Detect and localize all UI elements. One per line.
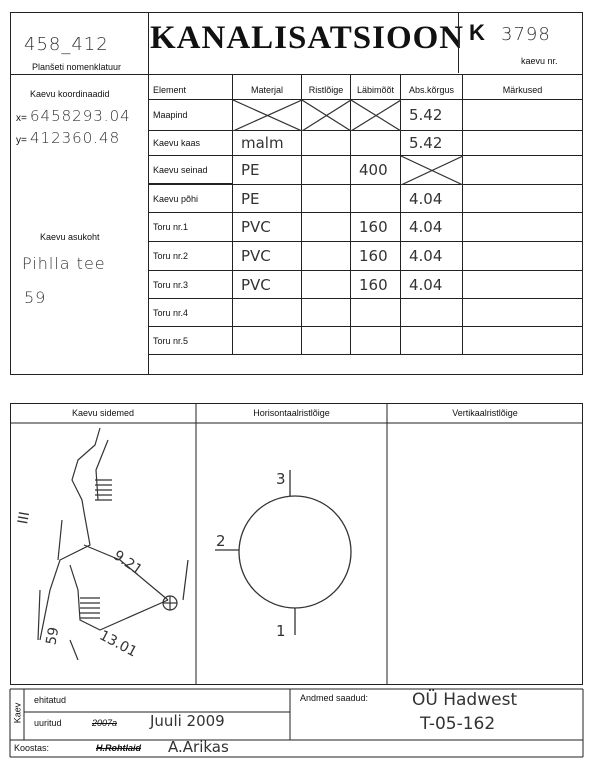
row-element-label: Toru nr.5 xyxy=(153,335,189,346)
ties-house-1: III xyxy=(15,510,34,526)
row-element-label: Toru nr.4 xyxy=(153,307,189,318)
horizontal-section xyxy=(215,470,351,635)
x-label: x= xyxy=(16,113,27,124)
row-value: PVC xyxy=(241,275,271,294)
row-element-label: Kaevu seinad xyxy=(153,164,208,175)
row-value: 4.04 xyxy=(409,247,443,265)
pipe-label-1: 1 xyxy=(276,622,286,640)
compiled-label: Koostas: xyxy=(14,743,50,753)
compiled-struck: H.Rohtlaid xyxy=(96,743,141,753)
compiled-signature: A.Arikas xyxy=(168,738,229,756)
surveyed-date: Juuli 2009 xyxy=(150,712,225,730)
sheet-number: 458_412 xyxy=(24,34,109,55)
ties-title: Kaevu sidemed xyxy=(71,408,135,418)
row-value: 400 xyxy=(359,161,388,179)
location-number: 59 xyxy=(24,288,47,307)
location-street: Pihlla tee xyxy=(22,254,106,273)
row-element-label: Kaevu põhi xyxy=(153,193,199,204)
table-header-label: Läbimõõt xyxy=(356,85,395,95)
row-value: 160 xyxy=(359,275,388,294)
row-value: PE xyxy=(241,189,260,208)
row-element-label: Toru nr.1 xyxy=(153,222,189,232)
surveyed-label: uuritud xyxy=(34,718,62,728)
ties-distance-2: 13.01 xyxy=(96,627,140,661)
vertical-title: Vertikaalristlõige xyxy=(452,408,518,418)
row-value: PE xyxy=(241,161,260,179)
row-value: 5.42 xyxy=(409,106,443,124)
coords-label: Kaevu koordinaadid xyxy=(30,89,110,99)
row-element-label: Maapind xyxy=(153,110,188,120)
ties-distance-1: 9.21 xyxy=(110,547,145,579)
row-value: 5.42 xyxy=(409,134,443,152)
row-value: 4.04 xyxy=(409,275,443,294)
row-element-label: Toru nr.2 xyxy=(153,251,189,261)
row-value: 160 xyxy=(359,218,388,236)
footer-side-label: Kaev xyxy=(12,702,23,724)
row-value: 4.04 xyxy=(409,189,443,208)
built-label: ehitatud xyxy=(34,695,67,705)
well-number: 3798 xyxy=(501,24,551,45)
y-coordinate: 412360.48 xyxy=(30,129,121,147)
row-element-label: Kaevu kaas xyxy=(153,138,201,148)
surveyed-struck: 2007a xyxy=(92,718,118,728)
row-value: PVC xyxy=(241,247,271,265)
well-symbol xyxy=(163,596,177,610)
row-value: 160 xyxy=(359,247,388,265)
row-value: PVC xyxy=(241,218,271,236)
ties-sketch xyxy=(38,428,188,660)
data-source-company: OÜ Hadwest xyxy=(412,690,518,710)
data-source-label: Andmed saadud: xyxy=(300,693,369,703)
y-label: y= xyxy=(16,135,27,146)
row-element-label: Toru nr.3 xyxy=(153,279,189,290)
ties-house-2: 59 xyxy=(43,625,63,647)
location-label: Kaevu asukoht xyxy=(40,232,100,242)
well-label: kaevu nr. xyxy=(521,56,558,66)
table-header-label: Märkused xyxy=(502,85,543,95)
x-coordinate: 6458293.04 xyxy=(30,107,131,125)
row-value: malm xyxy=(241,134,284,152)
data-source-code: T-05-162 xyxy=(420,714,496,734)
table-header-label: Ristlõige xyxy=(308,85,344,95)
pipe-label-2: 2 xyxy=(216,532,226,550)
table-header-label: Element xyxy=(153,85,187,95)
sheet-label: Planšeti nomenklatuur xyxy=(32,62,122,72)
row-value: 4.04 xyxy=(409,218,443,236)
table-header-label: Materjal xyxy=(250,85,283,95)
pipe-label-3: 3 xyxy=(276,470,286,488)
page-title: KANALISATSIOON xyxy=(150,20,465,56)
horizontal-title: Horisontaalristlõige xyxy=(253,408,330,418)
house-hatch-2 xyxy=(80,598,100,618)
well-prefix: K xyxy=(469,20,485,45)
table-header-label: Abs.kõrgus xyxy=(408,85,455,95)
